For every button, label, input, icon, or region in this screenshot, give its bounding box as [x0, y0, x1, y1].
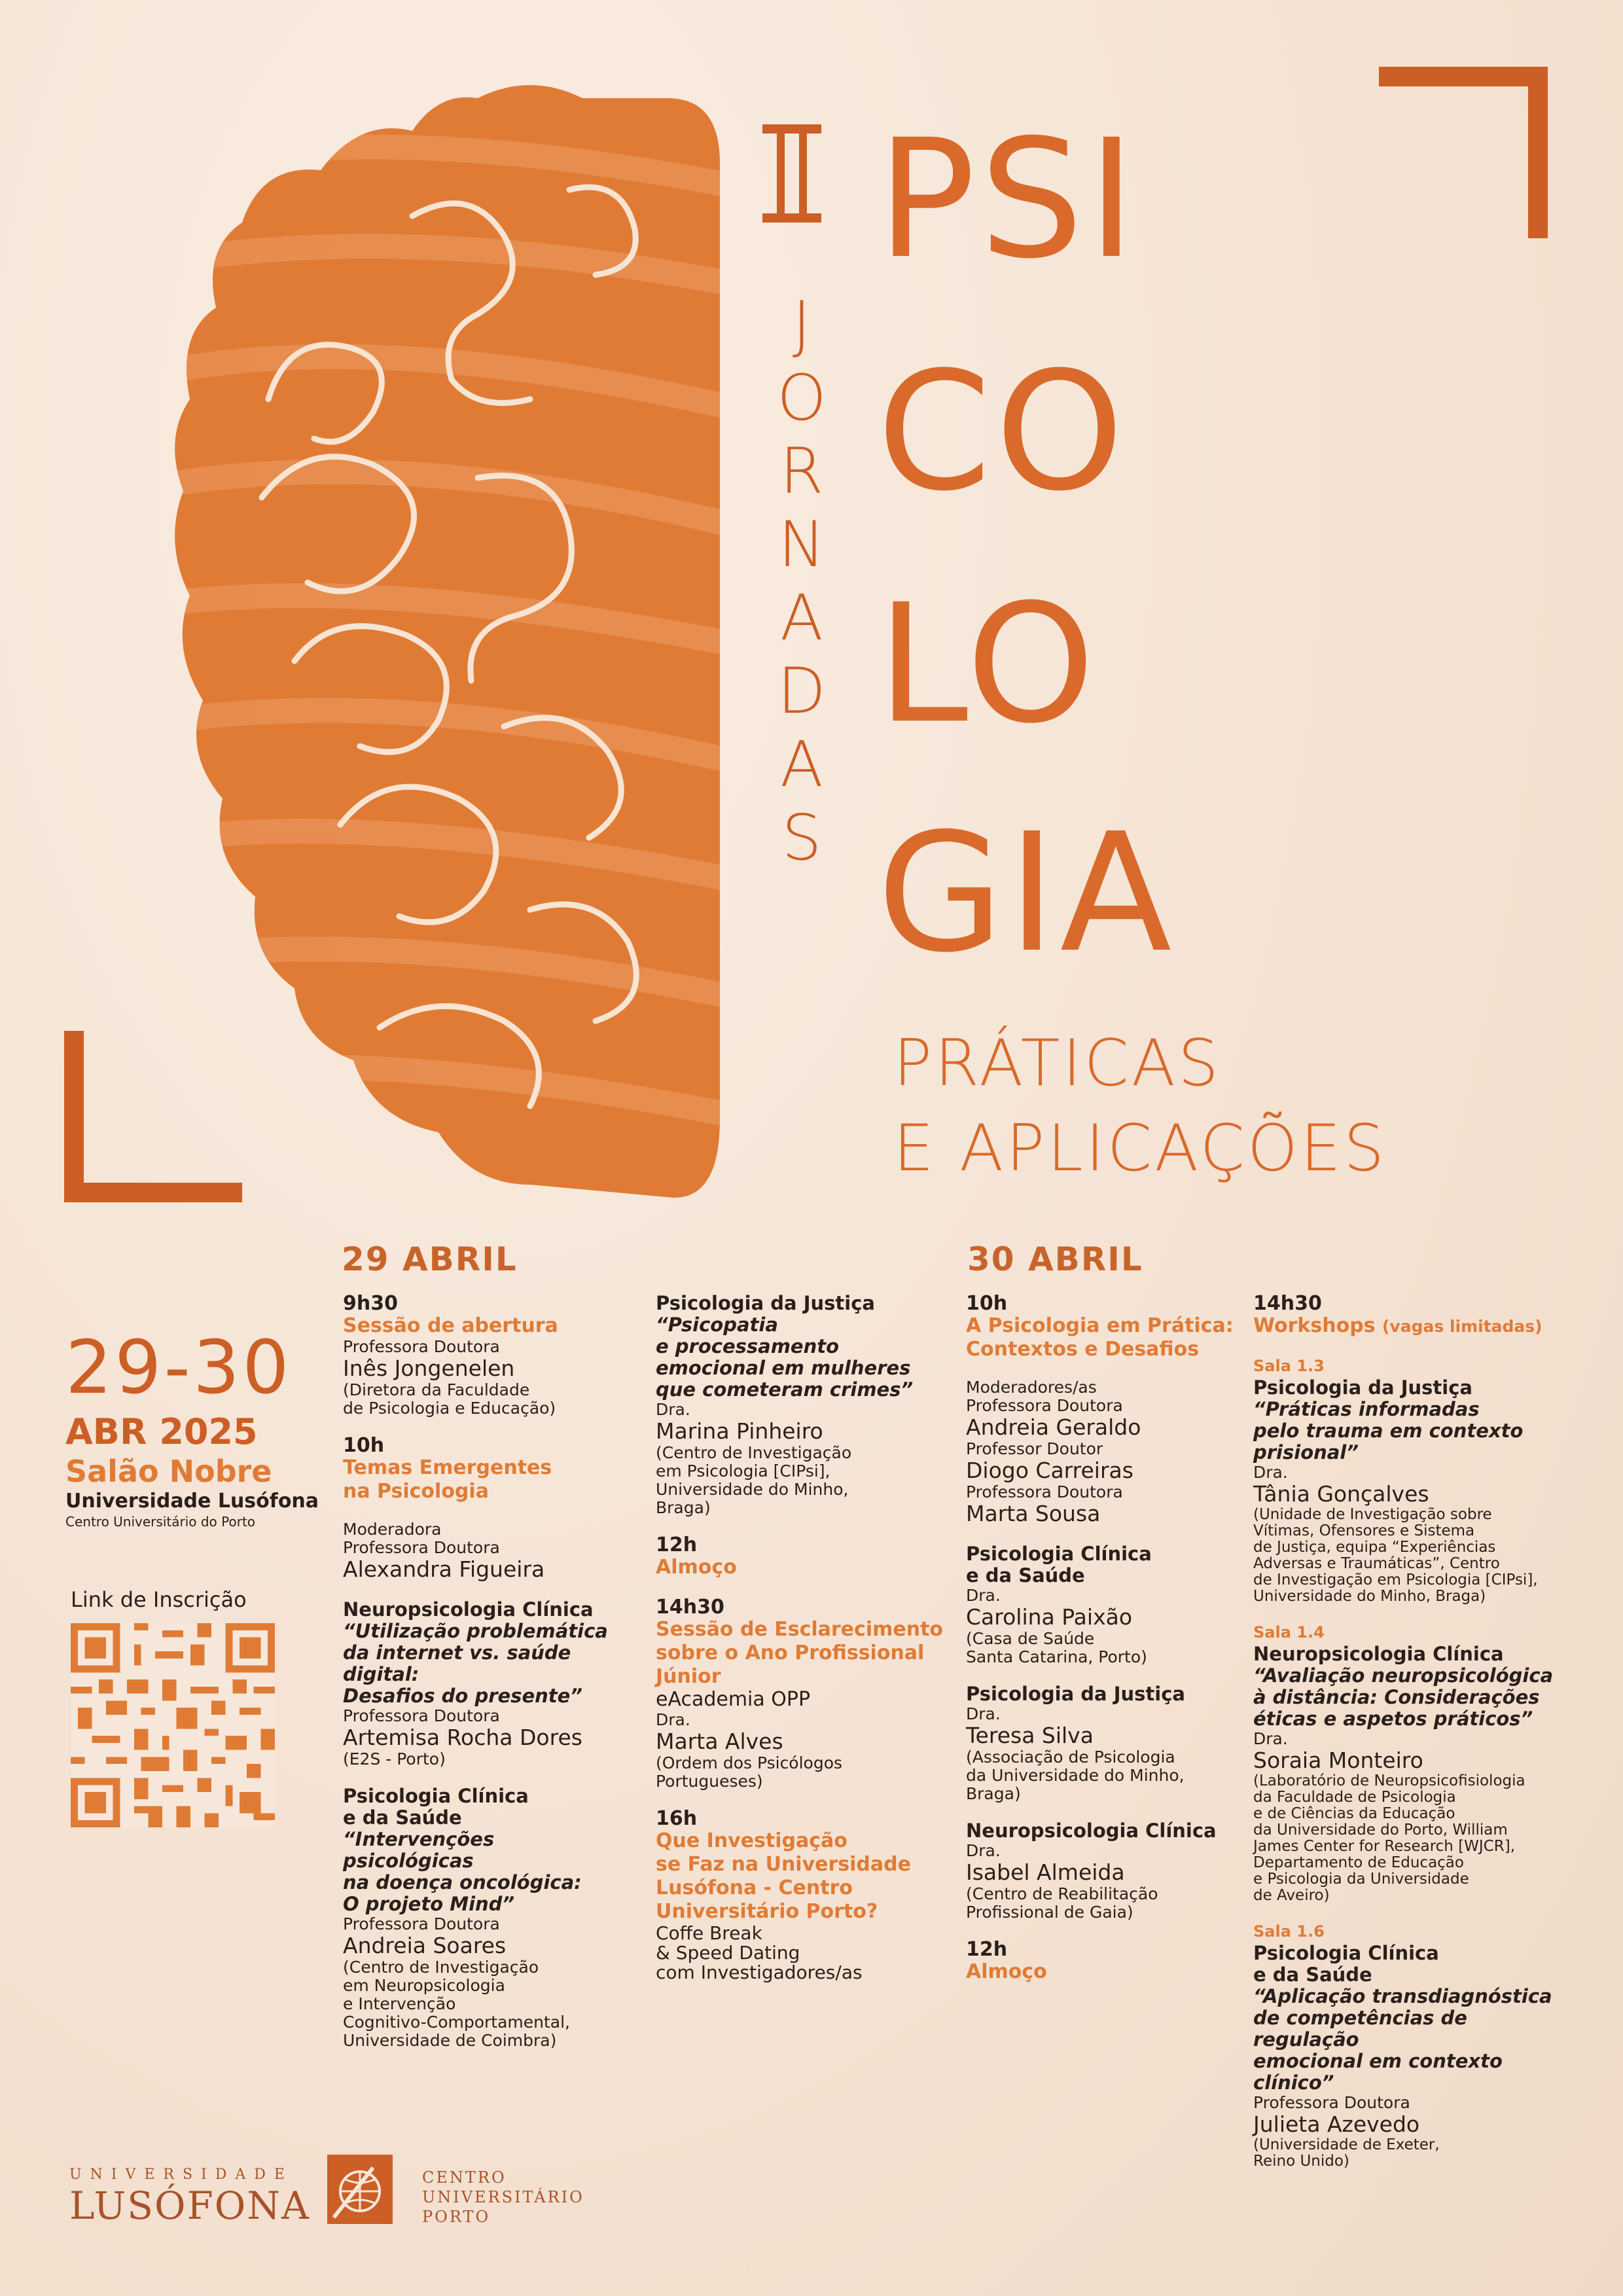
session-time: 14h30: [1253, 1292, 1322, 1315]
title-line-1: PSI: [877, 104, 1140, 295]
speaker-name: Marta Alves: [656, 1729, 783, 1754]
session-extra: eAcademia OPP: [656, 1688, 811, 1711]
speaker-role: Dra.: [966, 1841, 1001, 1860]
jornadas-letter: S: [781, 801, 822, 874]
logo-uni-small: UNIVERSIDADE: [69, 2166, 293, 2183]
speaker-affiliation: (Universidade de Exeter, Reino Unido): [1253, 2136, 1440, 2170]
schedule-column-1: [343, 1293, 631, 2050]
speaker-name: Marta Sousa: [966, 1501, 1101, 1526]
speaker-role: Dra.: [966, 1586, 1001, 1605]
schedule-column-3: [966, 1293, 1241, 1984]
speaker-name: Carolina Paixão: [966, 1604, 1133, 1630]
talk-area: Psicologia Clínica e da Saúde: [343, 1785, 529, 1829]
speaker-name: Andreia Geraldo: [966, 1414, 1141, 1440]
event-date-block: [65, 1325, 319, 1530]
session-title: Sessão de abertura: [343, 1314, 558, 1337]
session-time: 14h30: [656, 1596, 724, 1619]
talk-area: Neuropsicologia Clínica: [966, 1820, 1217, 1842]
subtitle-line-1: PRÁTICAS: [893, 1026, 1222, 1101]
speaker-name: Diogo Carreiras: [966, 1458, 1133, 1483]
talk-title: “Práticas informadas pelo trauma em contexto prisional”: [1253, 1398, 1524, 1463]
speaker-name: Artemisa Rocha Dores: [343, 1725, 582, 1750]
speaker-affiliation: (Diretora da Faculdade de Psicologia e Educação): [343, 1380, 556, 1418]
speaker-name: Andreia Soares: [343, 1933, 507, 1958]
speaker-role: Moderadora Professora Doutora: [343, 1520, 500, 1557]
session-title: Almoço: [966, 1960, 1047, 1983]
speaker-role: Dra.: [1253, 1463, 1288, 1482]
jornadas-letter: O: [777, 361, 827, 435]
talk-area: Psicologia Clínica e da Saúde: [1253, 1942, 1439, 1986]
session-title: A Psicologia em Prática: Contextos e Desafios: [966, 1314, 1234, 1361]
talk-area: Psicologia da Justiça: [656, 1292, 875, 1314]
brain-illustration: [164, 72, 720, 1198]
session-title-note: (vagas limitadas): [1382, 1317, 1543, 1336]
logo-uni-big: LUSÓFONA: [69, 2183, 310, 2228]
event-dates: 29-30: [65, 1325, 292, 1410]
jornadas-letter: A: [780, 728, 823, 801]
workshop-room: Sala 1.3: [1253, 1357, 1325, 1375]
event-institution: Universidade Lusófona: [65, 1490, 319, 1513]
jornadas-letter: D: [777, 655, 826, 728]
session-title: Almoço: [656, 1556, 737, 1579]
talk-title: “Utilização problemática da internet vs. saúde digital: Desafios do presente”: [343, 1620, 608, 1707]
speaker-role: Professora Doutora: [343, 1914, 500, 1933]
schedule-column-2: [656, 1293, 944, 1982]
subtitle-line-2: E APLICAÇÕES: [893, 1111, 1387, 1186]
speaker-affiliation: (Ordem dos Psicólogos Portugueses): [656, 1753, 843, 1791]
speaker-affiliation: (Centro de Investigação em Psicologia [CIPsi], Universidade do Minho, Braga): [656, 1443, 852, 1517]
speaker-affiliation: (Centro de Reabilitação Profissional de Gaia): [966, 1884, 1158, 1922]
talk-title: “Avaliação neuropsicológica à distância: Considerações éticas e aspetos práticos”: [1253, 1664, 1554, 1730]
speaker-role: Dra.: [966, 1704, 1001, 1723]
talk-area: Psicologia da Justiça: [966, 1683, 1185, 1705]
session-time: 16h: [656, 1807, 698, 1830]
speaker-role: Professor Doutor: [966, 1439, 1103, 1458]
centre-emblem-icon: [327, 2155, 393, 2224]
title-line-2: CO: [877, 336, 1128, 527]
speaker-role: Dra.: [656, 1400, 690, 1419]
speaker-name: Julieta Azevedo: [1253, 2111, 1420, 2137]
speaker-name: Marina Pinheiro: [656, 1418, 823, 1444]
event-venue: Salão Nobre: [65, 1454, 272, 1489]
talk-title: “Intervenções psicológicas na doença oncológica: O projeto Mind”: [343, 1828, 582, 1915]
speaker-affiliation: (Unidade de Investigação sobre Vítimas, Ofensores e Sistema de Justiça, equipa “Experiências Adversas e Traumáticas”, Centro de Investigação em Psicologia [CIPsi], Universidade do Minho, Braga): [1253, 1506, 1538, 1605]
session-time: 9h30: [343, 1292, 398, 1315]
talk-title: “Aplicação transdiagnóstica de competências de regulação emocional em contexto clínico”: [1253, 1985, 1552, 2094]
speaker-affiliation: (Casa de Saúde Santa Catarina, Porto): [966, 1629, 1147, 1666]
speaker-name: Inês Jongenelen: [343, 1355, 515, 1381]
jornadas-letter: J: [792, 288, 812, 361]
registration-label: Link de Inscrição: [71, 1587, 247, 1612]
speaker-role: Professora Doutora: [343, 1337, 500, 1356]
speaker-name: Isabel Almeida: [966, 1859, 1125, 1885]
speaker-role: Dra.: [656, 1710, 690, 1729]
talk-area: Psicologia da Justiça: [1253, 1376, 1472, 1399]
workshop-room: Sala 1.6: [1253, 1922, 1325, 1941]
speaker-name: Teresa Silva: [966, 1723, 1094, 1748]
schedule-column-4: [1253, 1293, 1561, 2170]
jornadas-vertical-word: [766, 288, 838, 874]
speaker-affiliation: (Centro de Investigação em Neuropsicologia e Intervenção Cognitivo-Comportamental, Universidade de Coimbra): [343, 1958, 570, 2050]
session-title: Que Investigação se Faz na Universidade Lusófona - Centro Universitário Porto?: [656, 1829, 911, 1923]
jornadas-letter: N: [778, 508, 825, 581]
day2-heading: 30 ABRIL: [967, 1240, 1143, 1278]
speaker-affiliation: (E2S - Porto): [343, 1749, 446, 1768]
centre-universitario-porto-label: CENTRO UNIVERSITÁRIO PORTO: [422, 2168, 584, 2226]
speaker-role: Professora Doutora: [1253, 2093, 1410, 2112]
talk-area: Psicologia Clínica e da Saúde: [966, 1543, 1152, 1587]
talk-area: Neuropsicologia Clínica: [1253, 1643, 1504, 1665]
registration-qr-code[interactable]: [71, 1623, 275, 1827]
workshop-room: Sala 1.4: [1253, 1623, 1325, 1641]
event-month-year: ABR 2025: [65, 1411, 258, 1452]
jornadas-letter: A: [780, 581, 823, 655]
universidade-lusofona-logo: [69, 2166, 310, 2229]
jornadas-letter: R: [779, 435, 824, 508]
event-centre: Centro Universitário do Porto: [65, 1514, 256, 1530]
speaker-affiliation: (Laboratório de Neuropsicofisiologia da Faculdade de Psicologia e de Ciências da Educação da Universidade do Porto, William James Center for Research [WJCR], Departamento de Educação e Psicologia da Universidade de Aveiro): [1253, 1772, 1525, 1904]
title-line-4: GIA: [877, 798, 1176, 988]
day1-heading: 29 ABRIL: [342, 1240, 518, 1278]
session-title: Temas Emergentes na Psicologia: [343, 1456, 552, 1503]
session-extra: Coffe Break & Speed Dating com Investigadores/as: [656, 1922, 863, 1983]
edition-numeral: [762, 124, 821, 223]
session-time: 10h: [343, 1434, 385, 1457]
title-line-3: LO: [877, 569, 1099, 759]
talk-area: Neuropsicologia Clínica: [343, 1598, 594, 1621]
speaker-name: Tânia Gonçalves: [1253, 1481, 1429, 1507]
session-time: 12h: [966, 1938, 1008, 1961]
speaker-affiliation: (Associação de Psicologia da Universidade do Minho, Braga): [966, 1748, 1185, 1803]
corner-bracket-top-right: [1379, 67, 1548, 238]
talk-title: “Psicopatia e processamento emocional em mulheres que cometeram crimes”: [656, 1314, 914, 1401]
session-time: 12h: [656, 1534, 698, 1556]
speaker-role: Professora Doutora: [343, 1706, 500, 1725]
session-title: Workshops: [1253, 1314, 1376, 1337]
speaker-role: Moderadores/as Professora Doutora: [966, 1378, 1123, 1415]
speaker-role: Dra.: [1253, 1729, 1288, 1748]
speaker-name: Alexandra Figueira: [343, 1556, 545, 1582]
session-title: Sessão de Esclarecimento sobre o Ano Profissional Júnior: [656, 1618, 944, 1688]
speaker-name: Soraia Monteiro: [1253, 1748, 1423, 1773]
session-time: 10h: [966, 1292, 1008, 1315]
speaker-role: Professora Doutora: [966, 1482, 1123, 1501]
